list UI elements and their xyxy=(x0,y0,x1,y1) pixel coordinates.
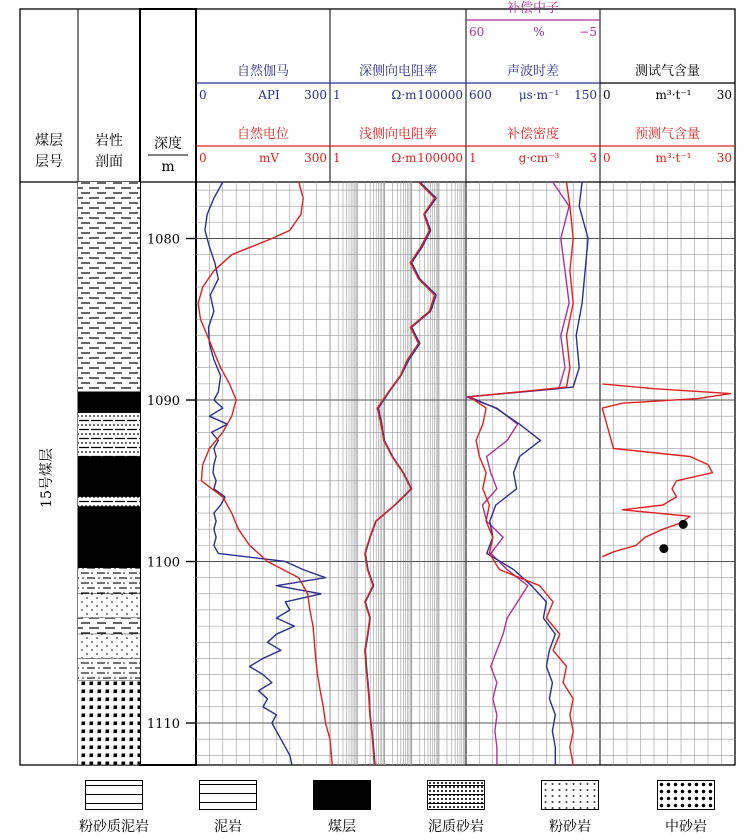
legend-item-silty-mudstone xyxy=(64,772,164,836)
header-t0-0-unit: API xyxy=(258,88,280,102)
header-t2-0-unit: % xyxy=(533,25,545,39)
lithology-interval-9 xyxy=(78,634,140,658)
header-t1-1-min: 1 xyxy=(333,151,341,165)
header-t3-1-name: 预测气含量 xyxy=(634,127,701,142)
log-curves xyxy=(198,182,730,765)
header-t3-1-unit: m³·t⁻¹ xyxy=(655,151,692,165)
depth-tick-label-1: 1090 xyxy=(146,394,180,410)
header-t3-1-min: 0 xyxy=(603,151,611,165)
legend-item-mudstone xyxy=(178,772,278,836)
lithology-header-1: 岩性 xyxy=(95,133,123,149)
header-t1-0-name: 深侧向电阻率 xyxy=(358,64,438,79)
legend-item-argillaceous-sandstone xyxy=(406,772,506,836)
header-t0-0-min: 0 xyxy=(199,88,207,102)
legend-swatch-siltstone xyxy=(541,780,599,810)
lithology-interval-3 xyxy=(78,457,140,497)
test-point-1 xyxy=(659,544,668,553)
lithology-interval-10 xyxy=(78,658,140,681)
legend-item-medium-sandstone xyxy=(636,772,736,836)
legend-item-siltstone xyxy=(520,772,620,836)
depth-unit: m xyxy=(161,159,175,175)
lithology-interval-6 xyxy=(78,568,140,594)
seam-no-header-1: 煤层 xyxy=(35,133,63,149)
depth-header: 深度 xyxy=(154,136,182,152)
header-t3-0-unit: m³·t⁻¹ xyxy=(655,88,692,102)
header-t3-1-max: 30 xyxy=(716,151,732,165)
seam-label: 15号煤层 xyxy=(39,448,55,508)
header-t0-1-unit: mV xyxy=(258,151,280,165)
legend-swatch-silty-mudstone xyxy=(85,780,143,810)
header-t2-0-name: 补偿中子 xyxy=(506,1,560,16)
lithology-header-2: 剖面 xyxy=(95,154,123,170)
legend-label-argillaceous-sandstone: 泥质砂岩 xyxy=(428,819,484,835)
lithology-interval-1 xyxy=(78,392,140,413)
legend-label-mudstone: 泥岩 xyxy=(214,819,242,835)
header-t2-2-max: 3 xyxy=(589,151,597,165)
header-t2-0-min: 60 xyxy=(469,25,485,39)
header-t3-0-name: 测试气含量 xyxy=(634,64,701,79)
header-t2-1-max: 150 xyxy=(574,88,597,102)
header-t1-0-max: 100000 xyxy=(417,88,463,102)
lithology-interval-11 xyxy=(78,681,140,765)
depth-tick-label-3: 1110 xyxy=(146,717,180,733)
header-t1-1-unit: Ω·m xyxy=(391,151,417,165)
header-t2-1-min: 600 xyxy=(469,88,492,102)
legend-swatch-medium-sandstone xyxy=(657,780,715,810)
seam-no-header-2: 层号 xyxy=(35,154,63,170)
legend-swatch-mudstone xyxy=(199,780,257,810)
header-t3-0-min: 0 xyxy=(603,88,611,102)
header-t0-1-min: 0 xyxy=(199,151,207,165)
header-t3-0-max: 30 xyxy=(716,88,732,102)
lithology-interval-5 xyxy=(78,507,140,568)
legend-swatch-coal xyxy=(313,780,371,810)
curve-t1-1 xyxy=(365,182,435,765)
header-t2-2-unit: g·cm⁻³ xyxy=(518,151,560,165)
header-t2-1-name: 声波时差 xyxy=(506,64,560,79)
legend-label-medium-sandstone: 中砂岩 xyxy=(665,819,707,835)
header-t1-1-max: 100000 xyxy=(417,151,463,165)
header-t0-0-max: 300 xyxy=(304,88,327,102)
test-point-0 xyxy=(679,520,688,529)
curve-t0-1 xyxy=(198,182,332,765)
header-t2-0-max: −5 xyxy=(579,25,597,39)
header-t1-0-min: 1 xyxy=(333,88,341,102)
legend-label-siltstone: 粉砂岩 xyxy=(549,819,591,835)
lithology-legend xyxy=(0,772,754,840)
header-t0-1-max: 300 xyxy=(304,151,327,165)
depth-tick-label-0: 1080 xyxy=(146,232,180,248)
header-t0-0-name: 自然伽马 xyxy=(236,64,290,79)
header-t2-1-unit: μs·m⁻¹ xyxy=(518,88,560,102)
curve-t2-0 xyxy=(466,182,569,765)
legend-label-coal: 煤层 xyxy=(328,819,356,835)
header-t1-1-name: 浅侧向电阻率 xyxy=(358,127,438,142)
lithology-interval-7 xyxy=(78,594,140,618)
legend-item-coal xyxy=(292,772,392,836)
lithology-interval-4 xyxy=(78,497,140,507)
legend-swatch-argillaceous-sandstone xyxy=(427,780,485,810)
header-t2-2-name: 补偿密度 xyxy=(506,127,560,142)
lithology-interval-8 xyxy=(78,618,140,634)
curve-t2-2 xyxy=(469,182,573,765)
lithology-interval-0 xyxy=(78,182,140,392)
legend-label-silty-mudstone: 粉砂质泥岩 xyxy=(79,819,149,835)
header-t2-2-min: 1 xyxy=(469,151,477,165)
curve-t3-0 xyxy=(602,384,730,557)
lithology-interval-2 xyxy=(78,413,140,457)
lithology-column xyxy=(78,182,140,765)
header-t0-1-name: 自然电位 xyxy=(236,127,290,142)
header-t1-0-unit: Ω·m xyxy=(391,88,417,102)
depth-tick-label-2: 1100 xyxy=(146,555,180,571)
depth-axis xyxy=(147,233,196,732)
